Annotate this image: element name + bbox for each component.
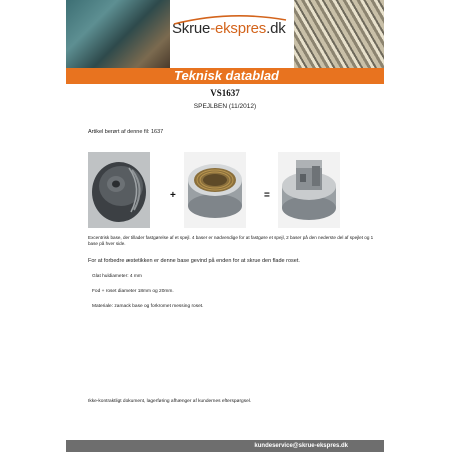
document-subtitle: SPEJLBEN (11/2012) <box>193 103 257 110</box>
header-banner <box>66 0 384 68</box>
assembled-bracket-image <box>278 152 340 228</box>
plus-sign: + <box>170 190 176 201</box>
logo-accent: -ekspres <box>210 20 267 37</box>
logo-main: Skrue <box>172 20 211 37</box>
equals-sign: = <box>264 190 270 201</box>
footer-email[interactable]: kundeservice@skrue-ekspres.dk <box>254 443 348 449</box>
description-eccentric-base: Excentrisk base, der tillader fastgørelse af et spejl. 4 baser er nødvendige for at fastgøre et spejl, 2 baser på den nederste del af spejlet og 1 base på hver side. <box>88 235 374 246</box>
spec-material: Materiale: zamack base og forkromet messing roset. <box>92 304 204 309</box>
logo-tail: .dk <box>266 20 286 37</box>
spec-foot-diameter: Fod + roset diameter 18mm og 20mm. <box>92 289 174 294</box>
description-aesthetics: For at forbedre æstetikken er denne base gevind på enden for at skrue den flade roset. <box>88 258 300 264</box>
company-logo <box>172 20 292 46</box>
screws-photo <box>294 0 384 68</box>
banner-title: Teknisk datablad <box>174 68 279 83</box>
eccentric-base-image <box>88 152 150 228</box>
datasheet-page <box>66 0 384 452</box>
document-number: VS1637 <box>210 88 240 98</box>
rosette-image <box>184 152 246 228</box>
article-line: Artikel berørt af denne fil: 1637 <box>88 129 164 135</box>
logo-swoosh-icon <box>172 14 288 26</box>
tools-photo <box>66 0 170 68</box>
spec-hole-diameter: Glat huldiameter: 4 mm <box>92 274 142 279</box>
disclaimer: Ikke-kontraktligt dokument, lagerføring afhænger af kundernes efterspørgsel. <box>88 399 252 404</box>
